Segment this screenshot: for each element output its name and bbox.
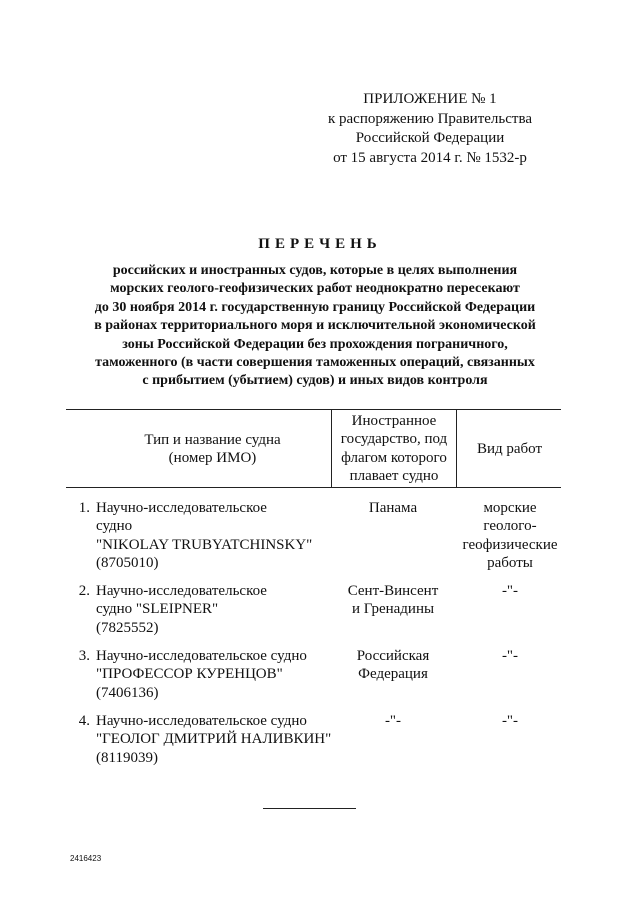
appendix-block — [300, 90, 560, 168]
document-subtitle — [60, 262, 570, 391]
vessel-name: Научно-исследовательское судно "NIKOLAY TRUBYATCHINSKY" (8705010) — [96, 500, 313, 572]
document-number: 2416423 — [70, 854, 102, 863]
subtitle-line: зоны Российской Федерации без прохождения пограничного, — [122, 336, 508, 352]
table-header-rule — [66, 487, 561, 488]
subtitle-line: морских геолого-геофизических работ неоднократно пересекают — [110, 281, 520, 297]
table-column-divider — [456, 409, 457, 487]
flag-state: -"- — [384, 713, 402, 729]
vessel-name: Научно-исследовательское судно "SLEIPNER" (7825552) — [96, 583, 267, 636]
row-number: 4. — [78, 713, 90, 729]
subtitle-line: в районах территориального моря и исключительной экономической — [94, 318, 536, 334]
appendix-order-ref: к распоряжению Правительства — [327, 110, 532, 127]
end-divider — [263, 808, 356, 809]
subtitle-line: до 30 ноября 2014 г. государственную границу Российской Федерации — [94, 299, 536, 315]
header-vessel-type: Тип и название судна (номер ИМО) — [144, 432, 281, 467]
subtitle-line: с прибытием (убытием) судов) и иных видов контроля — [142, 373, 488, 389]
header-work-type: Вид работ — [476, 441, 543, 457]
table-column-divider — [331, 409, 332, 487]
header-flag-state: Иностранное государство, под флагом которого плавает судно — [340, 413, 448, 485]
document-title: ПЕРЕЧЕНЬ — [258, 236, 382, 252]
appendix-heading: ПРИЛОЖЕНИЕ № 1 — [363, 91, 497, 107]
row-number: 3. — [78, 648, 90, 664]
work-type: -"- — [501, 713, 519, 729]
subtitle-line: таможенного (в части совершения таможенных операций, связанных — [95, 355, 535, 371]
row-number: 2. — [78, 583, 90, 599]
work-type: -"- — [501, 648, 519, 664]
subtitle-line: российских и иностранных судов, которые в целях выполнения — [112, 263, 518, 278]
flag-state: Сент-Винсент и Гренадины — [347, 583, 439, 618]
appendix-authority: Российской Федерации — [355, 130, 505, 146]
work-type: морские геолого- геофизические работы — [462, 500, 558, 572]
flag-state: Российская Федерация — [356, 648, 430, 683]
appendix-date-number: от 15 августа 2014 г. № 1532-р — [333, 149, 527, 166]
table-top-rule — [66, 409, 561, 410]
work-type: -"- — [501, 583, 519, 599]
vessel-name: Научно-исследовательское судно "ПРОФЕССОР КУРЕНЦОВ" (7406136) — [96, 648, 307, 701]
row-number: 1. — [78, 500, 90, 516]
vessel-name: Научно-исследовательское судно "ГЕОЛОГ ДМИТРИЙ НАЛИВКИН" (8119039) — [96, 713, 332, 766]
flag-state: Панама — [368, 500, 418, 516]
